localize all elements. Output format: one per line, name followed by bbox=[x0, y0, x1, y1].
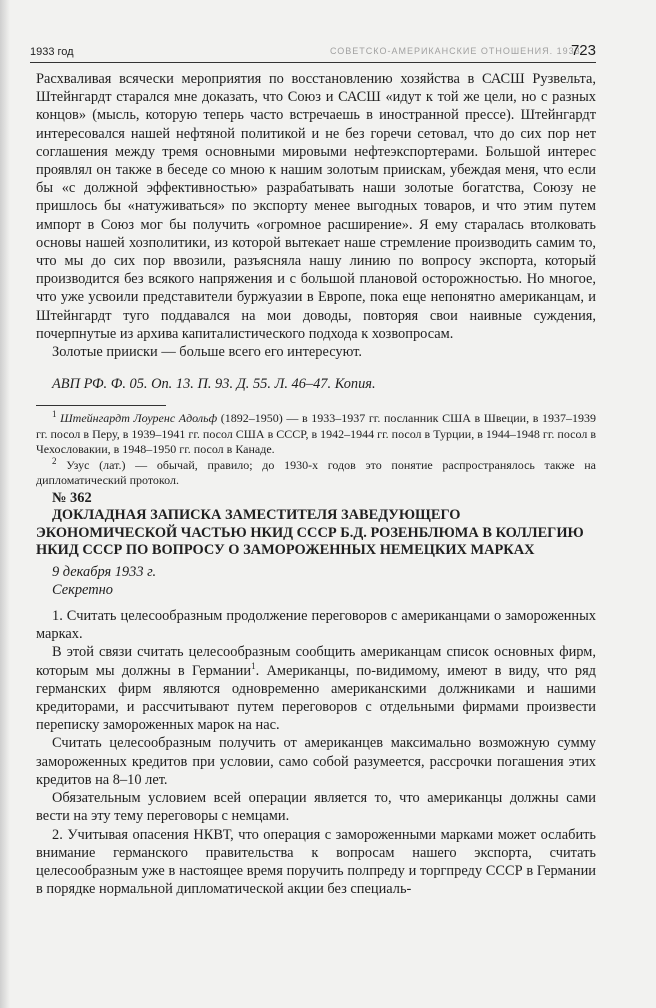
document-paragraph-4: Обязательным условием всей операции является то, что американцы должны сами вести на эту тему переговоры с немцами. bbox=[36, 790, 596, 825]
footnote-2 bbox=[36, 455, 596, 489]
body-paragraph-gold: Золотые прииски — больше всего его интересуют. bbox=[52, 344, 362, 361]
running-head-year: 1933 год bbox=[30, 46, 74, 58]
document-paragraph-2-after: . Американцы, по-видимому, имеют в виду, что ряд германских фирм являются одновременно американскими должниками и нашими кредиторами, и рассчитывают путем переговоров с отдельными фирмами произвести переписку замороженных марок на нас. bbox=[36, 662, 597, 734]
document-number: № 362 bbox=[52, 489, 92, 506]
footnote-1 bbox=[36, 411, 596, 458]
footnote-rule bbox=[36, 405, 166, 406]
page-text bbox=[36, 70, 596, 898]
footnote-2-text: Узус (лат.) — обычай, правило; до 1930-х годов это понятие распространялось также на дипломатический протокол. bbox=[36, 457, 596, 488]
document-paragraph-1: 1. Считать целесообразным продолжение переговоров с американцами о замороженных марках. bbox=[36, 608, 596, 643]
archive-reference: АВП РФ. Ф. 05. Оп. 13. П. 93. Д. 55. Л. 46–47. Копия. bbox=[52, 376, 376, 393]
page-edge-shadow bbox=[0, 0, 10, 1008]
footnotes bbox=[36, 411, 596, 489]
running-head-title: СОВЕТСКО-АМЕРИКАНСКИЕ ОТНОШЕНИЯ. 1933 bbox=[330, 46, 581, 56]
document-classification: Секретно bbox=[52, 581, 113, 598]
document-paragraph-3: Считать целесообразным получить от американцев максимально возможную сумму замороженных кредитов при условии, само собой разумеется, рассрочки погашения этих кредитов на 8–10 лет. bbox=[36, 735, 596, 788]
footnote-1-mark: 1 bbox=[52, 409, 57, 420]
document-title: ДОКЛАДНАЯ ЗАПИСКА ЗАМЕСТИТЕЛЯ ЗАВЕДУЮЩЕГО ЭКОНОМИЧЕСКОЙ ЧАСТЬЮ НКИД СССР Б.Д. РОЗЕНБЛЮМА В КОЛЛЕГИЮ НКИД СССР ПО ВОПРОСУ О ЗАМОРОЖЕННЫХ НЕМЕЦКИХ МАРКАХ bbox=[36, 507, 584, 559]
footnote-1-text: (1892–1950) — в 1933–1937 гг. посланник США в Швеции, в 1937–1939 гг. посол в Перу, в 1939–1941 гг. посол США в СССР, в 1942–1944 гг. посол в Турции, в 1944–1948 гг. посол в Чехословакии, в 1948–1950 гг. посол в Канаде. bbox=[36, 411, 596, 457]
document-paragraph-2 bbox=[36, 643, 596, 734]
document-date: 9 декабря 1933 г. bbox=[52, 563, 157, 580]
body-paragraph: Расхваливая всячески мероприятия по восстановлению хозяйства в САСШ Рузвельта, Штейнгардт старался мне доказать, что Союз и САСШ «идут к той же цели, но с разных концов» (мысль, которую теперь часто встречаешь в иностранной прессе). Штейнгардт интересовался нашей нефтяной политикой и не без горечи сетовал, что до сих пор нет соглашения между тремя основными мировыми нефтеэкспортерами. Большой интерес проявлял он также в беседе со мною к нашим золотым приискам, убеждая меня, что если бы «с должной эффективностью» разрабатывать наши золотые богатства, Союзу не пришлось бы «натуживаться» по экспорту менее выгодных товаров, и что этим путем импорт в Союз мог бы получить «огромное расширение». Я ему старалась втолковать основы нашей хозполитики, из которой вытекает наше стремление производить самим то, что мы до сих пор ввозили, разъясняла нашу линию по вопросу экспорта, который производится без всякого напряжения и с большой плановой осторожностью. Но многое, что уже усвоили представители буржуазии в Европе, пока еще непонятно американцам, и Штейнгардт туго поддавался на мои доводы, повторяя свои наивные суждения, почерпнутые из архива капиталистического подхода к хозвопросам. bbox=[36, 71, 596, 342]
page-number: 723 bbox=[570, 42, 596, 59]
running-head bbox=[30, 40, 596, 63]
footnote-1-name: Штейнгардт Лоуренс Адольф bbox=[60, 411, 218, 426]
document-paragraph-5: 2. Учитывая опасения НКВТ, что операция с замороженными марками может ослабить внимание германского правительства к вопросам нашего экспорта, считать целесообразным уже в настоящее время поручить полпреду и торгпреду СССР в Германии в порядке нормальной дипломатической акции без специаль- bbox=[36, 826, 596, 898]
document-paragraph-2-mark: 1 bbox=[251, 660, 256, 671]
footnote-2-mark: 2 bbox=[52, 455, 57, 466]
document-paragraph-2-before: В этой связи считать целесообразным сообщить американцам список основных фирм, которым мы должны в Германии bbox=[36, 644, 596, 679]
